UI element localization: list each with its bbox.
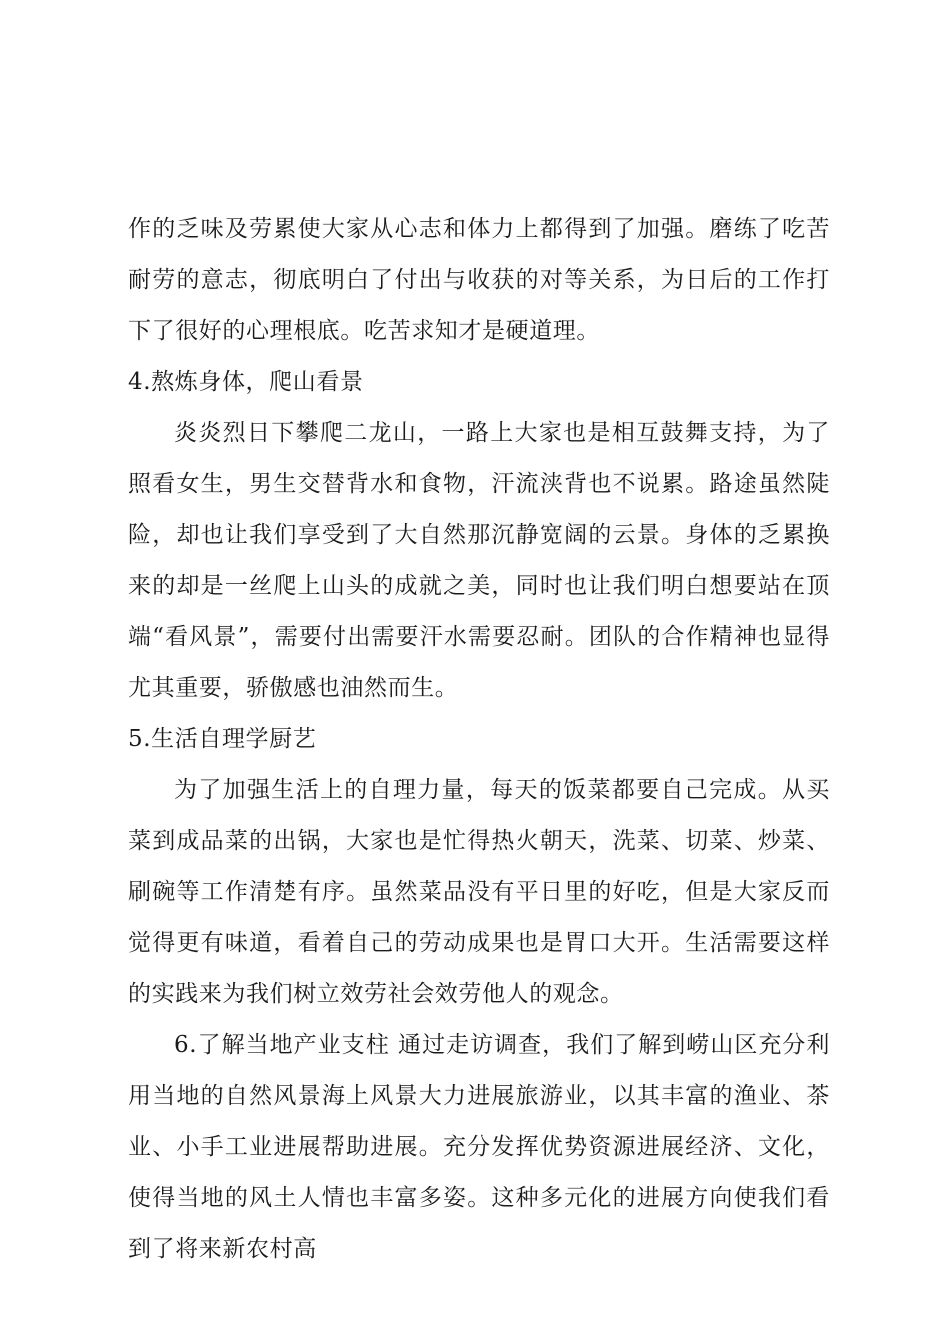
paragraph-industry: 6.了解当地产业支柱 通过走访调查，我们了解到崂山区充分利用当地的自然风景海上风景大力进展旅游业，以其丰富的渔业、茶业、小手工业进展帮助进展。充分发挥优势资源进展经济、文化，使得当地的风土人情也丰富多姿。这种多元化的进展方向使我们看到了将来新农村高 — [128, 1032, 830, 1262]
paragraph-continuation: 作的乏味及劳累使大家从心志和体力上都得到了加强。磨练了吃苦耐劳的意志，彻底明白了付出与收获的对等关系，为日后的工作打下了很好的心理根底。吃苦求知才是硬道理。 — [128, 216, 830, 344]
document-body — [128, 204, 830, 1275]
paragraph-climbing: 炎炎烈日下攀爬二龙山，一路上大家也是相互鼓舞支持，为了照看女生，男生交替背水和食物，汗流浃背也不说累。路途虽然陡险，却也让我们享受到了大自然那沉静宽阔的云景。身体的乏累换来的却是一丝爬上山头的成就之美，同时也让我们明白想要站在顶端“看风景”，需要付出需要汗水需要忍耐。团队的合作精神也显得尤其重要，骄傲感也油然而生。 — [128, 420, 830, 701]
section-heading-5: 5.生活自理学厨艺 — [128, 726, 317, 752]
paragraph-cooking: 为了加强生活上的自理力量，每天的饭菜都要自己完成。从买菜到成品菜的出锅，大家也是忙得热火朝天，洗菜、切菜、炒菜、刷碗等工作清楚有序。虽然菜品没有平日里的好吃，但是大家反而觉得更有味道，看着自己的劳动成果也是胃口大开。生活需要这样的实践来为我们树立效劳社会效劳他人的观念。 — [128, 777, 830, 1007]
section-heading-4: 4.熬炼身体，爬山看景 — [128, 369, 364, 395]
